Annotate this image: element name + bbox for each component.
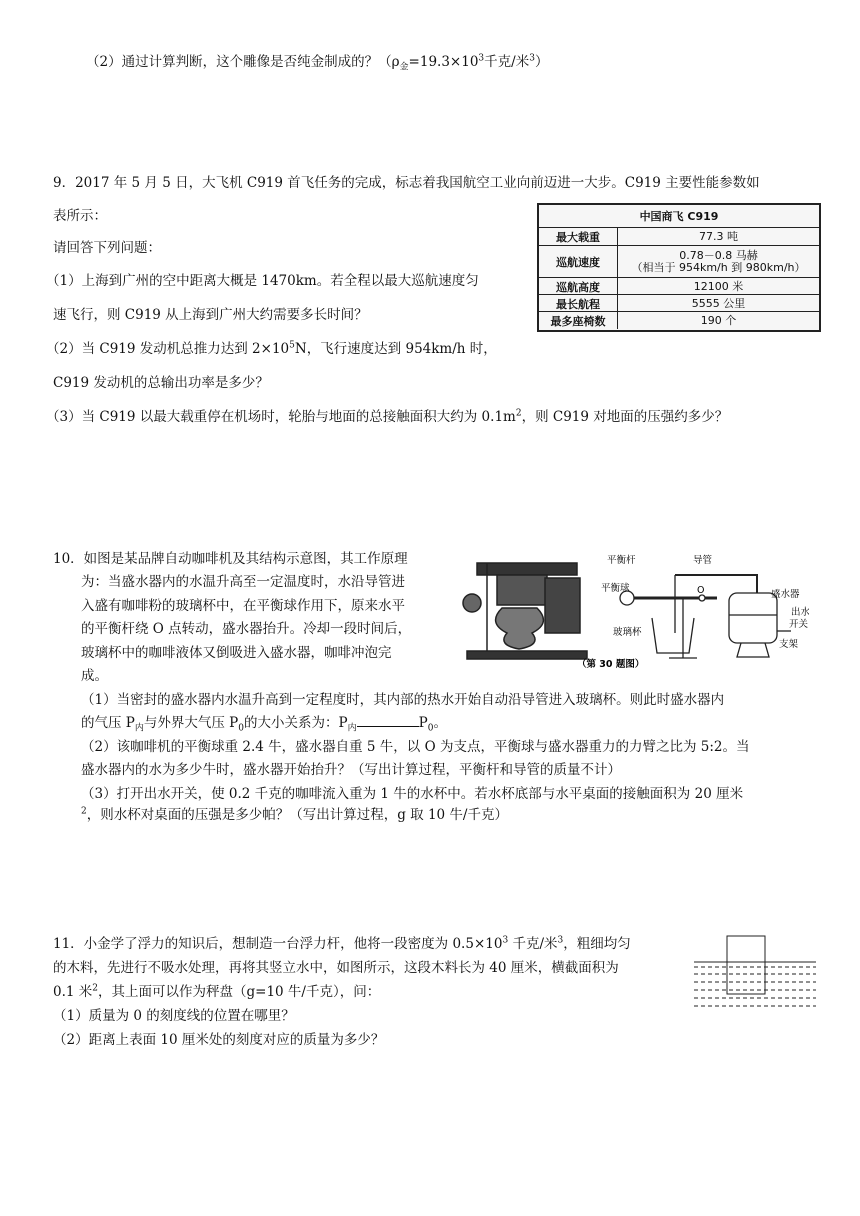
q10-stem-line4: 的平衡杆绕 O 点转动，盛水器抬升。冷却一段时间后， (81, 621, 412, 637)
q10-stem-line5: 玻璃杯中的咖啡液体又倒吸进入盛水器，咖啡冲泡完 (81, 645, 392, 661)
spec-table-title: 中国商飞 C919 (639, 210, 719, 223)
svg-text:玻璃杯: 玻璃杯 (613, 627, 642, 638)
q11-stem-line3: 0.1 米$^2$，其上面可以作为秤盘（g=10 牛/千克），问： (53, 983, 381, 1000)
q10-stem-line1: 10．如图是某品牌自动咖啡机及其结构示意图，其工作原理 (53, 551, 408, 567)
svg-text:出水: 出水 (791, 607, 809, 618)
answer-blank (357, 714, 419, 727)
q11-part1: （1）质量为 0 的刻度线的位置在哪里？ (53, 1008, 295, 1024)
svg-text:开关: 开关 (789, 619, 809, 630)
q10-part3-line1: （3）打开出水开关，使 0.2 千克的咖啡流入重为 1 牛的水杯中。若水杯底部与水平桌面的接触面积为 20 厘米 (81, 786, 744, 802)
svg-text:盛水器: 盛水器 (771, 589, 800, 600)
svg-text:平衡杆: 平衡杆 (607, 555, 636, 566)
coffee-machine-figure (457, 553, 809, 669)
floating-wood-figure (694, 932, 816, 1010)
q9-stem-line2: 表所示： (53, 208, 107, 224)
q9-part2-line1: （2）当 C919 发动机总推力达到 $2\times 10^5N$，飞行速度达到 954km/h 时， (46, 340, 497, 357)
spec-row-max-range: 最长航程 5555 公里 (539, 294, 819, 312)
spec-row-cruise-speed: 巡航速度 0.78－0.8 马赫 （相当于 954km/h 到 980km/h） (539, 245, 819, 278)
q10-part2-line2: 盛水器内的水为多少牛时，盛水器开始抬升？（写出计算过程，平衡杆和导管的质量不计） (81, 762, 621, 778)
q10-stem-line2: 为：当盛水器内的水温升高至一定温度时，水沿导管进 (81, 574, 405, 590)
svg-text:平衡球: 平衡球 (601, 583, 630, 594)
svg-text:导管: 导管 (693, 555, 713, 566)
coffee-machine-diagram (457, 553, 809, 669)
q10-part1-line2: 的气压 $P_内$与外界大气压 $P_0$的大小关系为：$P_内$ $P_0$。 (81, 715, 447, 734)
q10-part1-line1: （1）当密封的盛水器内水温升高到一定程度时，其内部的热水开始自动沿导管进入玻璃杯。则此时盛水器内 (81, 692, 725, 708)
spec-row-cruise-altitude: 巡航高度 12100 米 (539, 277, 819, 295)
q9-part1-line2: 速飞行，则 C919 从上海到广州大约需要多长时间？ (53, 307, 368, 323)
floating-wood-diagram (694, 932, 816, 1010)
q9-part2-line2: C919 发动机的总输出功率是多少？ (53, 375, 269, 391)
q8-part2: （2）通过计算判断，这个雕像是否纯金制成的？（$\rho_金=19.3\times 10^3$千克/米$^3$） (86, 53, 549, 73)
q10-part2-line1: （2）该咖啡机的平衡球重 2.4 牛，盛水器自重 5 牛，以 O 为支点，平衡球与盛水器重力的力臂之比为 5:2。当 (81, 739, 750, 755)
c919-spec-table (537, 203, 821, 332)
q9-part3: （3）当 C919 以最大载重停在机场时，轮胎与地面的总接触面积大约为 $0.1m^2$，则 C919 对地面的压强约多少？ (46, 408, 729, 425)
q11-stem-line1: 11．小金学了浮力的知识后，想制造一台浮力杆，他将一段密度为 $0.5\times 10^3$ 千克/米$^3$，粗细均匀 (53, 935, 631, 952)
spec-row-max-seats: 最多座椅数 190 个 (539, 311, 819, 329)
q9-stem-line1: 9．2017 年 5 月 5 日，大飞机 C919 首飞任务的完成，标志着我国航空工业向前迈进一大步。C919 主要性能参数如 (53, 175, 760, 191)
q9-stem-line3: 请回答下列问题： (53, 240, 161, 256)
spec-row-max-load: 最大载重 77.3 吨 (539, 227, 819, 246)
q9-part1-line1: （1）上海到广州的空中距离大概是 1470km。若全程以最大巡航速度匀 (46, 273, 479, 289)
svg-text:（第 30 题图）: （第 30 题图） (577, 659, 645, 669)
q11-stem-line2: 的木料，先进行不吸水处理，再将其竖立水中，如图所示，这段木料长为 40 厘米，横截面积为 (53, 960, 619, 976)
svg-text:支架: 支架 (779, 639, 799, 650)
q10-stem-line3: 入盛有咖啡粉的玻璃杯中，在平衡球作用下，原来水平 (81, 598, 405, 614)
q11-part2: （2）距离上表面 10 厘米处的刻度对应的质量为多少？ (53, 1032, 385, 1048)
q10-part3-line2: $^2$，则水杯对桌面的压强是多少帕？（写出计算过程，g 取 10 牛/千克） (81, 806, 508, 823)
svg-text:O: O (697, 585, 705, 596)
q10-stem-line6: 成。 (81, 668, 108, 684)
